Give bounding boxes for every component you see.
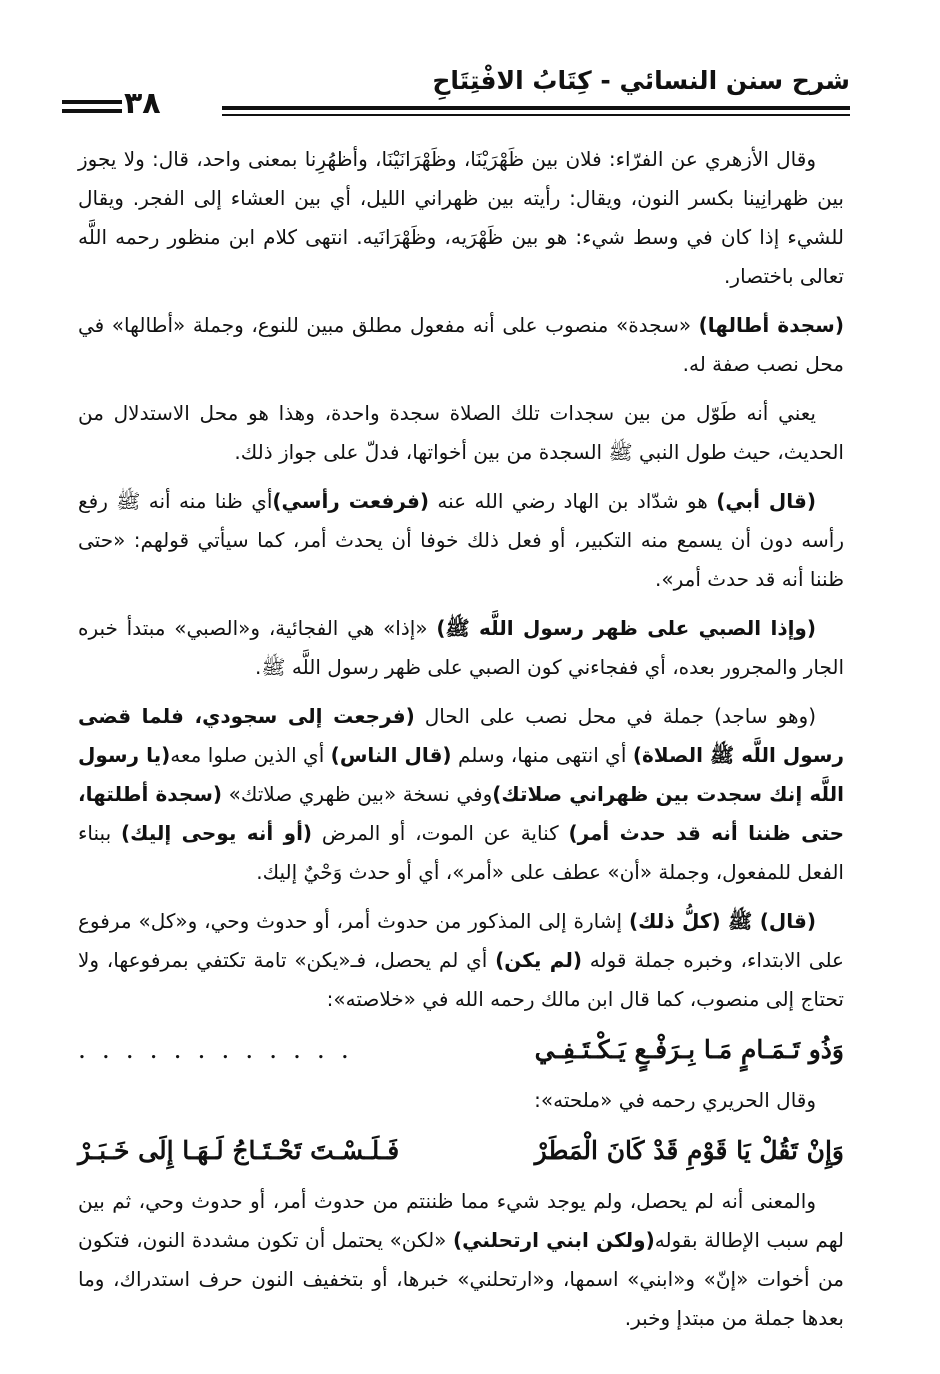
paragraph (78, 609, 844, 687)
paragraph (78, 306, 844, 384)
text-run: هو شدّاد بن الهاد رضي الله عنه (429, 489, 717, 513)
bold-phrase: (قال الناس) (330, 743, 452, 767)
bold-phrase: (لم يكن) (495, 948, 583, 972)
bold-phrase: (فرجعت إلى سجودي، فلما قضى رسول اللَّه ﷺ الصلاة) (78, 704, 844, 767)
text-run: ببناء الفعل للمفعول، وجملة «أن» عطف على «أمر»، أي أو حدث وَحْيٌ إليك. (78, 821, 844, 884)
header-rule (222, 106, 850, 110)
text-run: أي ظنا منه أنه ﷺ رفع رأسه دون أن يسمع منه التكبير، أو فعل ذلك خوفا أن يحدث أمر، كما سيأتي قولهم: «حتى ظننا أنه قد حدث أمر». (78, 489, 844, 591)
page-number: ٣٨ (124, 86, 161, 121)
verse-hemistich: فَـلَـسْـتَ تَحْـتَـاجُ لَـهَـا إِلَى خَـبَـرْ (78, 1136, 400, 1165)
text-run: إشارة إلى المذكور من حدوث أمر، أو حدوث وحي، و«كل» مرفوع على الابتداء، وخبره جملة قوله (78, 909, 844, 972)
poetry-verse (78, 1130, 844, 1172)
bold-phrase: (ولكن ابني ارتحلني) (452, 1228, 655, 1252)
bold-phrase: (وإذا الصبي على ظهر رسول اللَّه ﷺ) (436, 616, 817, 640)
verse-intro: وقال الحريري رحمه في «ملحته»: (534, 1088, 816, 1112)
bold-phrase: (قال أبي) (716, 489, 816, 513)
text-run: أي انتهى منها، وسلم (451, 743, 633, 767)
bold-phrase: (فرفعت رأسي) (272, 489, 430, 513)
text-run: أي الذين صلوا معه (170, 743, 331, 767)
text-run: كناية عن الموت، أو المرض (312, 821, 569, 845)
text-run: «لكن» يحتمل أن تكون مشددة النون، فتكون من أخوات «إنّ» و«ابني» اسمها، و«ارتحلني» خبرها، أو بتخفيف النون حرف استدراك، وما بعدها جملة من مبتدإ وخبر. (78, 1228, 844, 1330)
text-run: «إذا» هي الفجائية، و«الصبي» مبتدأ خبره الجار والمجرور بعده، أي ففجاءني كون الصبي على ظهر رسول اللَّه ﷺ. (78, 616, 844, 679)
paragraph: يعني أنه طَوّل من بين سجدات تلك الصلاة سجدة واحدة، وهذا هو محل الاستدلال من الحديث، حيث طول النبي ﷺ السجدة من بين أخواتها، فدلّ على جواز ذلك. (78, 401, 844, 464)
paragraph (78, 697, 844, 892)
bold-phrase: (سجدة أطلتها، حتى ظننا أنه قد حدث أمر) (78, 782, 844, 845)
text-run: أي لم يحصل، فـ«يكن» تامة تكتفي بمرفوعها، ولا تحتاج إلى منصوب، كما قال ابن مالك رحمه الله في «خلاصته»: (78, 948, 844, 1011)
running-title: شرح سنن النسائي - كِتَابُ الافْتِتَاحِ (432, 66, 850, 95)
paragraph (78, 482, 844, 599)
page-content (78, 140, 844, 1348)
paragraph: وقال الأزهري عن الفرّاء: فلان بين ظَهْرَيْنَا، وظَهْرَانَيْنَا، وأظهُرِنا بمعنى واحد، قال: ولا يجوز بين ظهرانِينا بكسر النون، ويقال: رأيته بين ظهراني الليل، أي بين العشاء إلى الفجر. ويقال للشيء إذا كان في وسط شيء: هو بين ظَهْرَيه، وظَهْرَانَيه. انتهى كلام ابن منظور رحمه اللَّه تعالى باختصار. (78, 147, 844, 288)
page-number-rule (62, 100, 122, 104)
verse-hemistich: وَذُو تَـمَـامٍ مَـا بِـرَفْـعٍ يَـكْـتَـفِـي (534, 1035, 844, 1064)
verse-hemistich: وَإِنْ تَقُلْ يَا قَوْمِ قَدْ كَانَ الْمَطَرْ (534, 1136, 844, 1165)
bold-phrase: (قال) ﷺ (كلُّ ذلك) (628, 909, 817, 933)
header-rule-thin (222, 114, 850, 116)
verse-ellipsis: . . . . . . . . . . . . (78, 1035, 353, 1064)
page-number-rule (62, 109, 122, 113)
text-run: (وهو ساجد) جملة في محل نصب على الحال (414, 704, 816, 728)
paragraph (78, 902, 844, 1019)
text-run: والمعنى أنه لم يحصل، ولم يوجد شيء مما ظننتم من حدوث أمر، أو حدوث وحي، ثم بين لهم سبب الإطالة بقوله (78, 1189, 845, 1252)
page-header (62, 66, 850, 126)
paragraph (78, 1182, 844, 1338)
bold-phrase: (أو أنه يوحى إليك) (120, 821, 313, 845)
bold-phrase: (يا رسول اللَّه إنك سجدت بين ظهراني صلاتك) (78, 743, 844, 806)
text-run: «سجدة» منصوب على أنه مفعول مطلق مبين للنوع، وجملة «أطالها» في محل نصب صفة له. (78, 313, 844, 376)
bold-phrase: (سجدة أطالها) (698, 313, 844, 337)
poetry-verse (78, 1029, 844, 1071)
text-run: وفي نسخة «بين ظهري صلاتك» (222, 782, 493, 806)
